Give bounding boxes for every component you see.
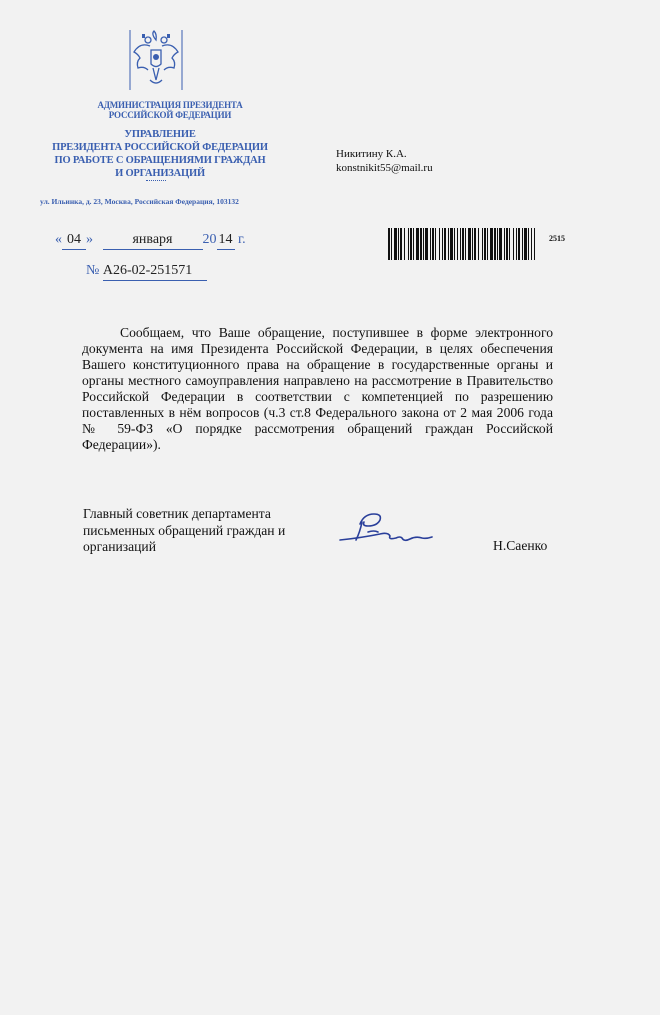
barcode-bar bbox=[457, 228, 458, 260]
barcode-icon bbox=[388, 228, 536, 260]
barcode-bar bbox=[494, 228, 496, 260]
barcode-bar bbox=[404, 228, 405, 260]
signer-title-line-2: письменных обращений граждан и bbox=[83, 522, 286, 538]
barcode-bar bbox=[444, 228, 446, 260]
barcode-bar bbox=[462, 228, 464, 260]
recipient-name: Никитину К.А. bbox=[336, 148, 407, 160]
barcode-bar bbox=[513, 228, 514, 260]
barcode-bar bbox=[460, 228, 461, 260]
administration-line-2: РОССИЙСКОЙ ФЕДЕРАЦИИ bbox=[108, 110, 232, 120]
barcode-bar bbox=[528, 228, 529, 260]
barcode-bar bbox=[413, 228, 414, 260]
handwritten-signature bbox=[338, 510, 438, 546]
barcode-bar bbox=[468, 228, 471, 260]
barcode-bar bbox=[522, 228, 523, 260]
barcode-bar bbox=[484, 228, 486, 260]
barcode-bar bbox=[478, 228, 479, 260]
barcode-bar bbox=[518, 228, 520, 260]
barcode-bar bbox=[430, 228, 431, 260]
state-emblem-icon bbox=[128, 28, 184, 92]
barcode-bar bbox=[516, 228, 517, 260]
department-line-2: ПРЕЗИДЕНТА РОССИЙСКОЙ ФЕДЕРАЦИИ bbox=[52, 142, 268, 153]
signer-title-line-1: Главный советник департамента bbox=[83, 506, 271, 521]
barcode-bar bbox=[391, 228, 392, 260]
barcode-bar bbox=[423, 228, 424, 260]
administration-line-1: АДМИНИСТРАЦИЯ ПРЕЗИДЕНТА bbox=[97, 100, 243, 110]
barcode-bar bbox=[504, 228, 505, 260]
barcode-bar bbox=[394, 228, 397, 260]
department-line-4: И ОРГАНИЗАЦИЙ bbox=[115, 168, 205, 179]
barcode-bar bbox=[490, 228, 493, 260]
barcode-bar bbox=[398, 228, 399, 260]
barcode-bar bbox=[432, 228, 434, 260]
barcode-bar bbox=[420, 228, 422, 260]
signer-title bbox=[83, 506, 323, 556]
registration-number-line bbox=[86, 263, 207, 281]
barcode-bar bbox=[442, 228, 443, 260]
header-divider bbox=[146, 180, 166, 181]
barcode-bar bbox=[400, 228, 402, 260]
registration-label: № bbox=[86, 263, 100, 278]
barcode-bar bbox=[474, 228, 476, 260]
signer-name: Н.Саенко bbox=[493, 538, 548, 553]
department-line-1: УПРАВЛЕНИЕ bbox=[124, 129, 196, 140]
barcode-bar bbox=[531, 228, 532, 260]
date-open-quote: « bbox=[55, 232, 62, 247]
barcode-bar bbox=[410, 228, 412, 260]
date-year-prefix: 20 bbox=[202, 232, 217, 247]
registration-number: А26-02-251571 bbox=[103, 263, 207, 281]
barcode-number: 2515 bbox=[549, 234, 565, 243]
barcode-bar bbox=[487, 228, 488, 260]
date-year-suffix: 14 bbox=[217, 232, 235, 250]
date-month: января bbox=[103, 232, 203, 250]
barcode-bar bbox=[435, 228, 436, 260]
department-line-3: ПО РАБОТЕ С ОБРАЩЕНИЯМИ ГРАЖДАН bbox=[54, 155, 266, 166]
date-line bbox=[55, 232, 246, 250]
barcode-bar bbox=[506, 228, 508, 260]
barcode-bar bbox=[425, 228, 428, 260]
barcode-bar bbox=[416, 228, 419, 260]
barcode-bar bbox=[497, 228, 498, 260]
barcode-bar bbox=[388, 228, 390, 260]
barcode-bar bbox=[454, 228, 455, 260]
signer-title-line-3: организаций bbox=[83, 539, 156, 554]
barcode-bar bbox=[465, 228, 466, 260]
barcode-bar bbox=[408, 228, 409, 260]
date-year-label: г. bbox=[238, 232, 246, 247]
department-address: ул. Ильинка, д. 23, Москва, Российская Федерация, 103132 bbox=[40, 197, 239, 206]
barcode-bar bbox=[524, 228, 527, 260]
date-close-quote: » bbox=[86, 232, 93, 247]
letter-body: Сообщаем, что Ваше обращение, поступившее в форме электронного документа на имя Президента Российской Федерации, в целях обеспечения Вашего конституционного права на обращение в государственные органы и органы местного самоуправления направлено на рассмотрение в Правительство Российской Федерации в соответствии с компетенцией по разрешению поставленных в нём вопросов (ч.3 ст.8 Федерального закона от 2 мая 2006 года № 59-ФЗ «О порядке рассмотрения обращений граждан Российской Федерации»). bbox=[82, 325, 553, 452]
barcode-bar bbox=[472, 228, 473, 260]
barcode-bar bbox=[499, 228, 502, 260]
barcode-bar bbox=[439, 228, 440, 260]
barcode-bar bbox=[450, 228, 453, 260]
date-day: 04 bbox=[62, 232, 86, 250]
barcode-bar bbox=[482, 228, 483, 260]
barcode-bar bbox=[448, 228, 449, 260]
barcode-bar bbox=[534, 228, 535, 260]
recipient-email: konstnikit55@mail.ru bbox=[336, 162, 433, 174]
barcode-bar bbox=[509, 228, 510, 260]
